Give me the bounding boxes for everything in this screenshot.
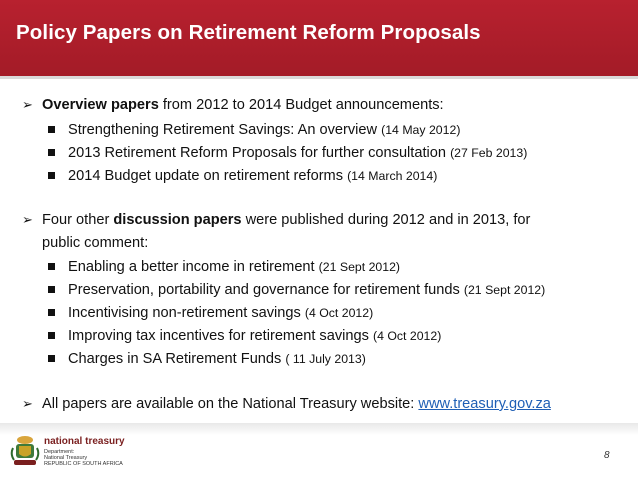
item-date: (4 Oct 2012) bbox=[304, 306, 374, 320]
title-divider bbox=[0, 76, 638, 79]
arrow-bullet-icon: ➢ bbox=[22, 212, 33, 227]
arrow-bullet-icon: ➢ bbox=[22, 396, 33, 411]
item-text: Charges in SA Retirement Funds bbox=[68, 351, 286, 367]
square-bullet-icon bbox=[48, 332, 55, 339]
logo-wordmark: national treasury bbox=[44, 436, 125, 447]
coat-of-arms-icon bbox=[10, 434, 40, 470]
item-date: (27 Feb 2013) bbox=[450, 146, 528, 160]
discussion-pre: Four other bbox=[42, 212, 114, 228]
overview-bold: Overview papers bbox=[42, 97, 159, 113]
square-bullet-icon bbox=[48, 172, 55, 179]
discussion-line2: public comment: bbox=[42, 235, 149, 251]
item-text: Improving tax incentives for retirement savings bbox=[68, 328, 373, 344]
overview-text: from 2012 to 2014 Budget announcements: bbox=[158, 97, 444, 113]
title-bar bbox=[0, 0, 638, 76]
discussion-bold: discussion papers bbox=[113, 212, 242, 228]
square-bullet-icon bbox=[48, 126, 55, 133]
discussion-text: were published during 2012 and in 2013, for bbox=[241, 212, 531, 228]
treasury-website-link[interactable]: www.treasury.gov.za bbox=[418, 396, 551, 412]
national-treasury-logo bbox=[10, 434, 130, 472]
item-date: (21 Sept 2012) bbox=[463, 283, 546, 297]
item-text: 2013 Retirement Reform Proposals for further consultation bbox=[68, 145, 451, 161]
item-text: Enabling a better income in retirement bbox=[68, 259, 319, 275]
item-date: ( 11 July 2013) bbox=[285, 352, 366, 366]
slide-title: Policy Papers on Retirement Reform Proposals bbox=[16, 21, 481, 44]
item-text: Incentivising non-retirement savings bbox=[68, 305, 305, 321]
logo-subtext: Department: National Treasury REPUBLIC OF SOUTH AFRICA bbox=[44, 449, 123, 467]
square-bullet-icon bbox=[48, 355, 55, 362]
item-date: (14 May 2012) bbox=[381, 123, 461, 137]
item-date: (4 Oct 2012) bbox=[372, 329, 442, 343]
arrow-bullet-icon: ➢ bbox=[22, 97, 33, 112]
square-bullet-icon bbox=[48, 263, 55, 270]
square-bullet-icon bbox=[48, 149, 55, 156]
square-bullet-icon bbox=[48, 286, 55, 293]
square-bullet-icon bbox=[48, 309, 55, 316]
availability-text: All papers are available on the National Treasury website: bbox=[42, 396, 419, 412]
page-number: 8 bbox=[604, 450, 610, 461]
item-text: Preservation, portability and governance for retirement funds bbox=[68, 282, 464, 298]
item-text: 2014 Budget update on retirement reforms bbox=[68, 168, 348, 184]
item-date: (14 March 2014) bbox=[347, 169, 438, 183]
item-text: Strengthening Retirement Savings: An overview bbox=[68, 122, 382, 138]
item-date: (21 Sept 2012) bbox=[318, 260, 401, 274]
